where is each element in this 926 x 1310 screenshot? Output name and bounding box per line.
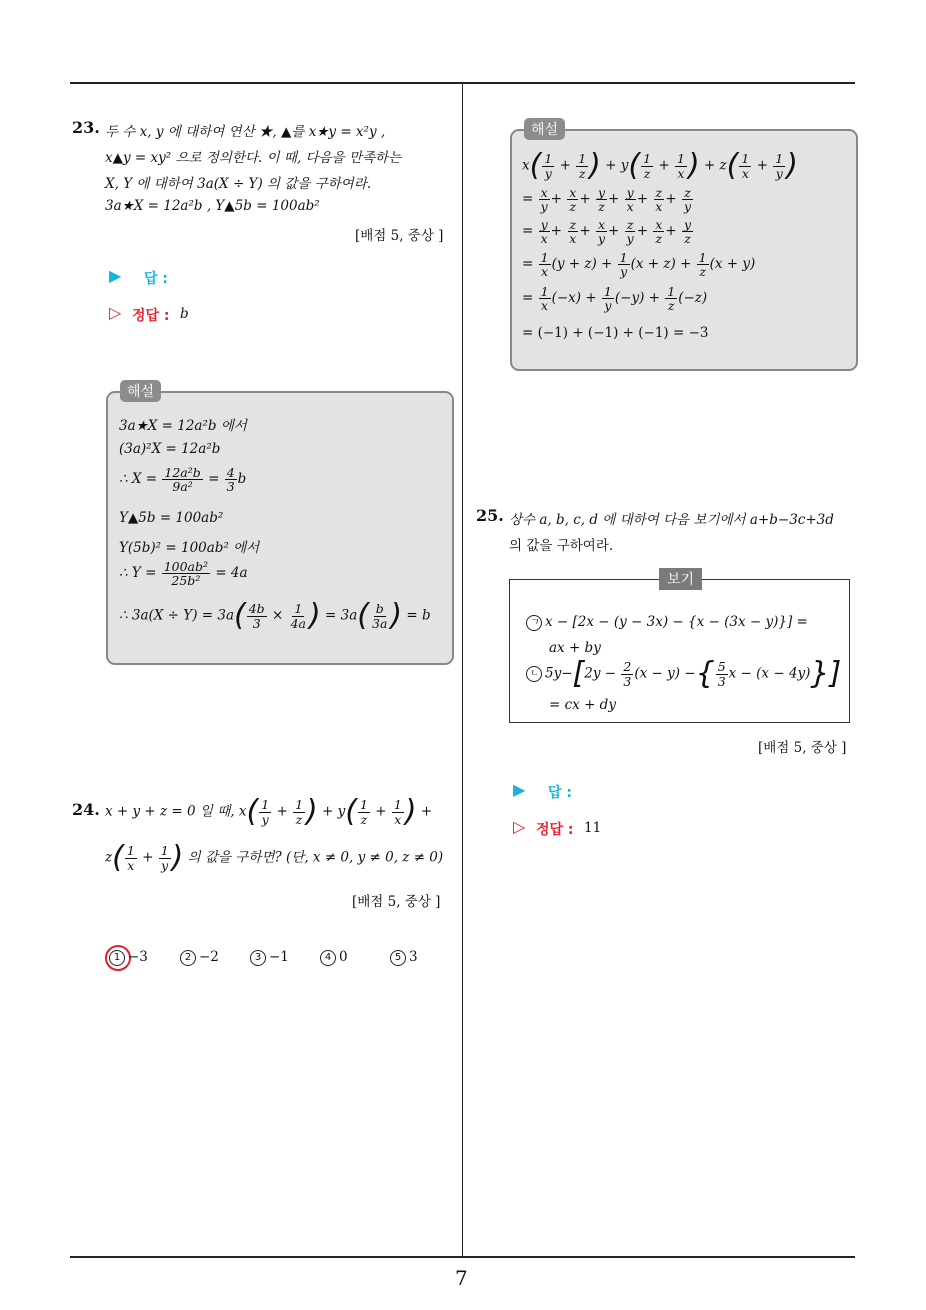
q23-text-2: x▲y = xy² 으로 정의한다. 이 때, 다음을 만족하는 [105,150,402,166]
q25-number: 25. [476,506,504,525]
q24-choice-2[interactable]: 2 −2 [180,949,219,966]
q24-text-2: z( $\frac{1}{x}$ + $\frac{1}{y}$ ) 의 값을 구하면? (단, x ≠ 0, y ≠ 0, z ≠ 0) [105,840,444,875]
q24-sol-line-2: = $\frac{x}{y}$ + $\frac{x}{z}$ + $\frac{y}{z}$ + $\frac{y}{x}$ + $\frac{z}{x}$ + $\frac{z}{y}$ [522,185,692,215]
q24-choice-3[interactable]: 3 −1 [250,949,289,966]
q24-number: 24. [72,800,100,819]
q24-sol-line-3: = $\frac{y}{x}$ + $\frac{z}{x}$ + $\frac{x}{y}$ + $\frac{z}{y}$ + $\frac{x}{z}$ + $\frac{y}{z}$ [522,217,692,247]
q23-sol-line-7: ∴ 3a(X ÷ Y) = 3a( $\frac{4b}{3}$ × $\frac{1}{4a}$ ) = 3a( $\frac{b}{3a}$ ) = b [119,598,431,633]
q25-answer-arrow-icon: ▶ [513,780,526,799]
q24-solution-tag: 해설 [524,118,565,140]
q23-solution-tag: 해설 [120,380,161,402]
q24-sol-line-6: = (−1) + (−1) + (−1) = −3 [522,325,709,341]
q24-choice-5[interactable]: 5 3 [390,949,418,966]
q24-sol-line-1: x( $\frac{1}{y}$ + $\frac{1}{z}$ ) + y( $\frac{1}{z}$ + $\frac{1}{x}$ ) + z( $\frac{1}{x}$ + $\frac{1}{y}$ ) [522,148,798,183]
q23-correct-value: b [180,306,189,322]
q25-score: [배점 5, 중상 ] [758,740,847,756]
q25-item-1: ㄱ x − [2x − (y − 3x) − {x − (3x − y)}] = [526,614,808,631]
q25-answer-label: 답 : [548,785,572,801]
q23-sol-line-3: ∴ X = $\frac{\text{12a²b}}{\text{9a²}}$ = $\frac{4}{3}$ b [119,465,247,495]
q25-correct-arrow-icon: ▷ [513,817,526,836]
q23-score: [배점 5, 중상 ] [355,228,444,244]
q24-choice-4[interactable]: 4 0 [320,949,348,966]
q24-text-1: x + y + z = 0 일 때, x( $\frac{1}{y}$ + $\frac{1}{z}$ ) + y( $\frac{1}{z}$ + $\frac{1}{x}$ ) + [105,794,433,829]
q25-text-2: 의 값을 구하여라. [509,538,614,554]
q23-number: 23. [72,118,100,137]
q23-text-4: 3a★X = 12a²b , Y▲5b = 100ab² [105,198,320,214]
q23-sol-line-6: ∴ Y = $\frac{\text{100ab²}}{\text{25b²}}$ = 4a [119,559,248,589]
q23-sol-line-4: Y▲5b = 100ab² [119,510,224,526]
page-number: 7 [455,1266,468,1290]
q23-answer-label: 답 : [144,271,168,287]
q24-sol-line-4: = $\frac{1}{x}$ (y + z) + $\frac{1}{y}$ (x + z) + $\frac{1}{z}$ (x + y) [522,250,756,280]
q23-sol-line-5: Y(5b)² = 100ab² 에서 [119,540,260,556]
column-divider [462,84,463,1256]
q23-answer-arrow-icon: ▶ [109,266,122,285]
q24-score: [배점 5, 중상 ] [352,894,441,910]
q23-sol-line-1: 3a★X = 12a²b 에서 [119,418,247,434]
q25-item-2-cont: = cx + dy [549,697,616,713]
q23-text-1: 두 수 x, y 에 대하여 연산 ★, ▲를 x★y = x²y , [105,124,386,140]
q25-item-2: ㄴ 5y−[2y − $\frac{2}{3}$ (x − y) −{ $\frac{5}{3}$ x − (x − 4y)}] [526,659,841,689]
bottom-rule [70,1256,855,1258]
q25-example-tag: 보기 [659,568,702,590]
q23-text-3: X, Y 에 대하여 3a(X ÷ Y) 의 값을 구하여라. [105,176,372,192]
q25-text-1: 상수 a, b, c, d 에 대하여 다음 보기에서 a+b−3c+3d [509,512,834,528]
q24-sol-line-5: = $\frac{1}{x}$ (−x) + $\frac{1}{y}$ (−y) + $\frac{1}{z}$ (−z) [522,284,708,314]
q23-correct-label: 정답 : [132,308,170,324]
q23-correct-arrow-icon: ▷ [109,303,122,322]
q25-item-1-cont: ax + by [549,640,601,656]
q24-choice-1[interactable]: 1 −3 [109,949,148,966]
q25-correct-label: 정답 : [536,822,574,838]
q25-correct-value: 11 [584,820,602,836]
q23-sol-line-2: (3a)²X = 12a²b [119,441,221,457]
